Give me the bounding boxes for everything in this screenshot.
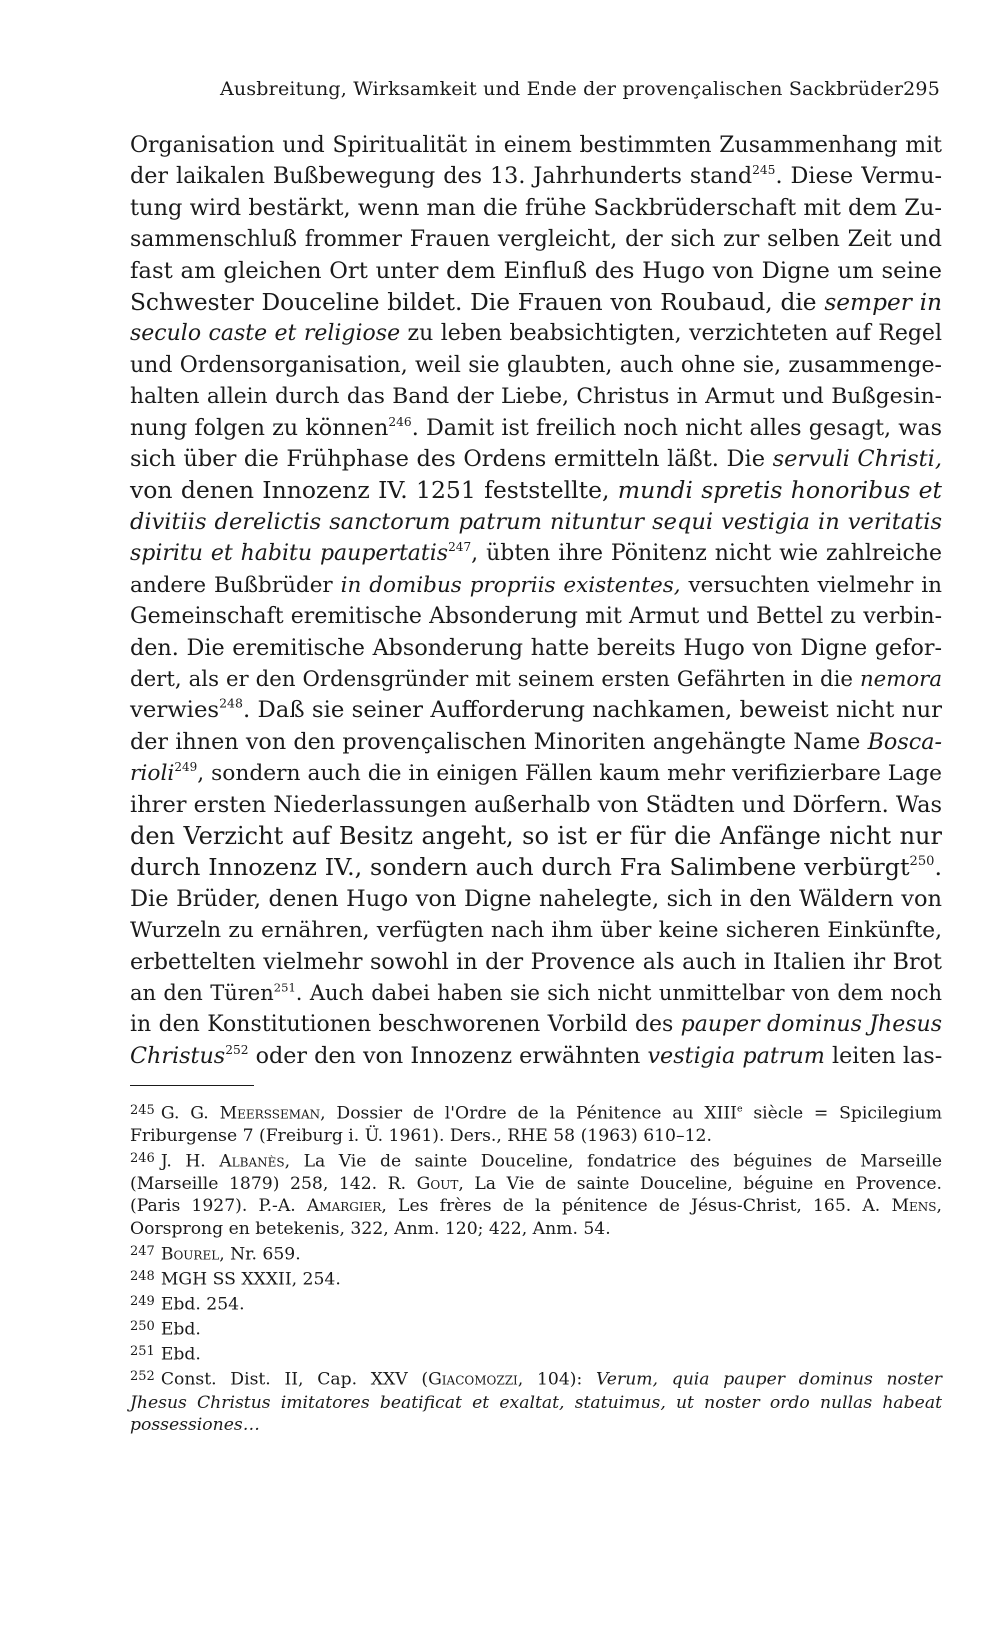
text-line: in den Konstitutionen beschworenen Vorbild des pauper dominus Jhesus [130,1012,942,1038]
footnote-ref[interactable]: 252 [225,1042,249,1057]
text-line: durch Innozenz IV., sondern auch durch Fra Salimbene verbürgt$^{250}$. [130,853,942,882]
text-line: der ihnen von den provençalischen Minoriten angehängte Name Bosca- [130,728,942,755]
text-line: seculo caste et religiose zu leben beabsichtigten, verzichteten auf Regel [130,321,942,347]
footnote-number: 249 [130,1293,155,1309]
page-header [220,78,940,106]
text-line: sammenschluß frommer Frauen vergleicht, der sich zur selben Zeit und [130,227,942,253]
running-title: Ausbreitung, Wirksamkeit und Ende der provençalischen Sackbrüder [220,78,904,100]
footnote-number: 248 [130,1268,155,1284]
footnote-number: 250 [130,1319,155,1335]
footnote-number: 251 [130,1344,155,1360]
footnote-ref[interactable]: 248 [219,695,243,711]
text-line: Wurzeln zu ernähren, verfügten nach ihm über keine sicheren Einkünfte, [130,918,942,944]
text-line: ihrer ersten Niederlassungen außerhalb von Städten und Dörfern. Was [130,791,943,818]
main-text [130,130,942,1072]
footnote-248: $^{248}$ MGH SS XXXII, 254. [130,1268,341,1290]
footnote-number: 252 [130,1369,155,1385]
text-line: fast am gleichen Ort unter dem Einfluß des Hugo von Digne um seine [130,257,942,284]
text-line: von denen Innozenz IV. 1251 feststellte, mundi spretis honoribus et [130,476,942,505]
text-line: an den Türen$^{251}$. Auch dabei haben sie sich nicht unmittelbar von dem noch [130,980,942,1005]
text-line: spiritu et habitu paupertatis$^{247}$, übten ihre Pönitenz nicht wie zahlreiche [130,540,943,567]
text-line: nung folgen zu können$^{246}$. Damit ist freilich noch nicht alles gesagt, was [130,414,942,441]
footnote-246: $^{246}$ J. H. Albanès, La Vie de sainte Douceline, fondatrice des béguines de Marseille (Marseille 1879) 258, 142. R. Gout, La Vie de sainte Douceline, béguine en Provence. (Paris 1927). P.-A. Amargier, Les frères de la pénitence de Jésus-Christ, 165. A. Mens, Oorsprong en betekenis, 322, Anm. 120; 422, Anm. 54. [130,1150,943,1240]
text-line: der laikalen Bußbewegung des 13. Jahrhunderts stand$^{245}$. Diese Vermu- [130,163,942,190]
footnote-ref[interactable]: 250 [909,854,935,870]
footnote-number: 246 [130,1150,155,1166]
text-line: verwies$^{248}$. Daß sie seiner Aufforderung nachkamen, beweist nicht nur [130,695,942,724]
text-line: halten allein durch das Band der Liebe, Christus in Armut und Bußgesin- [130,384,942,410]
footnote-247: $^{247}$ Bourel, Nr. 659. [130,1243,301,1265]
text-line: sich über die Frühphase des Ordens ermitteln läßt. Die servuli Christi, [130,446,942,473]
footnote-249: $^{249}$ Ebd. 254. [130,1293,245,1315]
text-line: rioli$^{249}$, sondern auch die in einigen Fällen kaum mehr verifizierbare Lage [130,760,942,787]
footnote-ref[interactable]: 251 [273,980,296,995]
footnote-separator [130,1085,254,1086]
footnotes [130,1100,942,1437]
footnote-number: 245 [130,1103,155,1118]
footnote-ref[interactable]: 247 [448,540,472,555]
text-line: erbettelten vielmehr sowohl in der Provence als auch in Italien ihr Brot [130,948,942,975]
text-line: Organisation und Spiritualität in einem bestimmten Zusammenhang mit [130,133,942,158]
text-line: den Verzicht auf Besitz angeht, so ist er für die Anfänge nicht nur [130,821,942,850]
text-line: tung wird bestärkt, wenn man die frühe Sackbrüderschaft mit dem Zu- [130,194,942,221]
footnote-251: $^{251}$ Ebd. [130,1344,201,1365]
footnote-ref[interactable]: 245 [752,163,776,178]
footnote-250: $^{250}$ Ebd. [130,1319,201,1340]
text-line: Christus$^{252}$ oder den von Innozenz erwähnten vestigia patrum leiten las- [130,1042,943,1069]
text-line: den. Die eremitische Absonderung hatte bereits Hugo von Digne gefor- [130,634,942,661]
text-line: Schwester Douceline bildet. Die Frauen von Roubaud, die semper in [130,289,943,317]
text-line: divitiis derelictis sanctorum patrum nituntur sequi vestigia in veritatis [130,508,942,535]
footnote-252: $^{252}$ Const. Dist. II, Cap. XXV (Giacomozzi, 104): Verum, quia pauper dominus noster Jhesus Christus imitatores beatificat et exaltat, statuimus, ut noster ordo nullas habeat possessiones… [130,1369,942,1436]
page-number: 295 [903,78,940,100]
footnote-ref[interactable]: 246 [388,414,412,429]
footnote-number: 247 [130,1243,155,1259]
text-line: und Ordensorganisation, weil sie glaubten, auch ohne sie, zusammenge- [130,352,942,378]
footnote-245: $^{245}$ G. G. Meersseman, Dossier de l'Ordre de la Pénitence au XIIIe siècle = Spicilegium Friburgense 7 (Freiburg i. Ü. 1961). Ders., RHE 58 (1963) 610–12. [130,1103,943,1147]
footnote-ref[interactable]: 249 [174,760,198,775]
text-line: andere Bußbrüder in domibus propriis existentes, versuchten vielmehr in [130,572,942,598]
text-line: Die Brüder, denen Hugo von Digne nahelegte, sich in den Wäldern von [130,885,942,912]
text-line: Gemeinschaft eremitische Absonderung mit Armut und Bettel zu verbin- [130,604,942,630]
text-line: dert, als er den Ordensgründer mit seinem ersten Gefährten in die nemora [130,666,942,692]
